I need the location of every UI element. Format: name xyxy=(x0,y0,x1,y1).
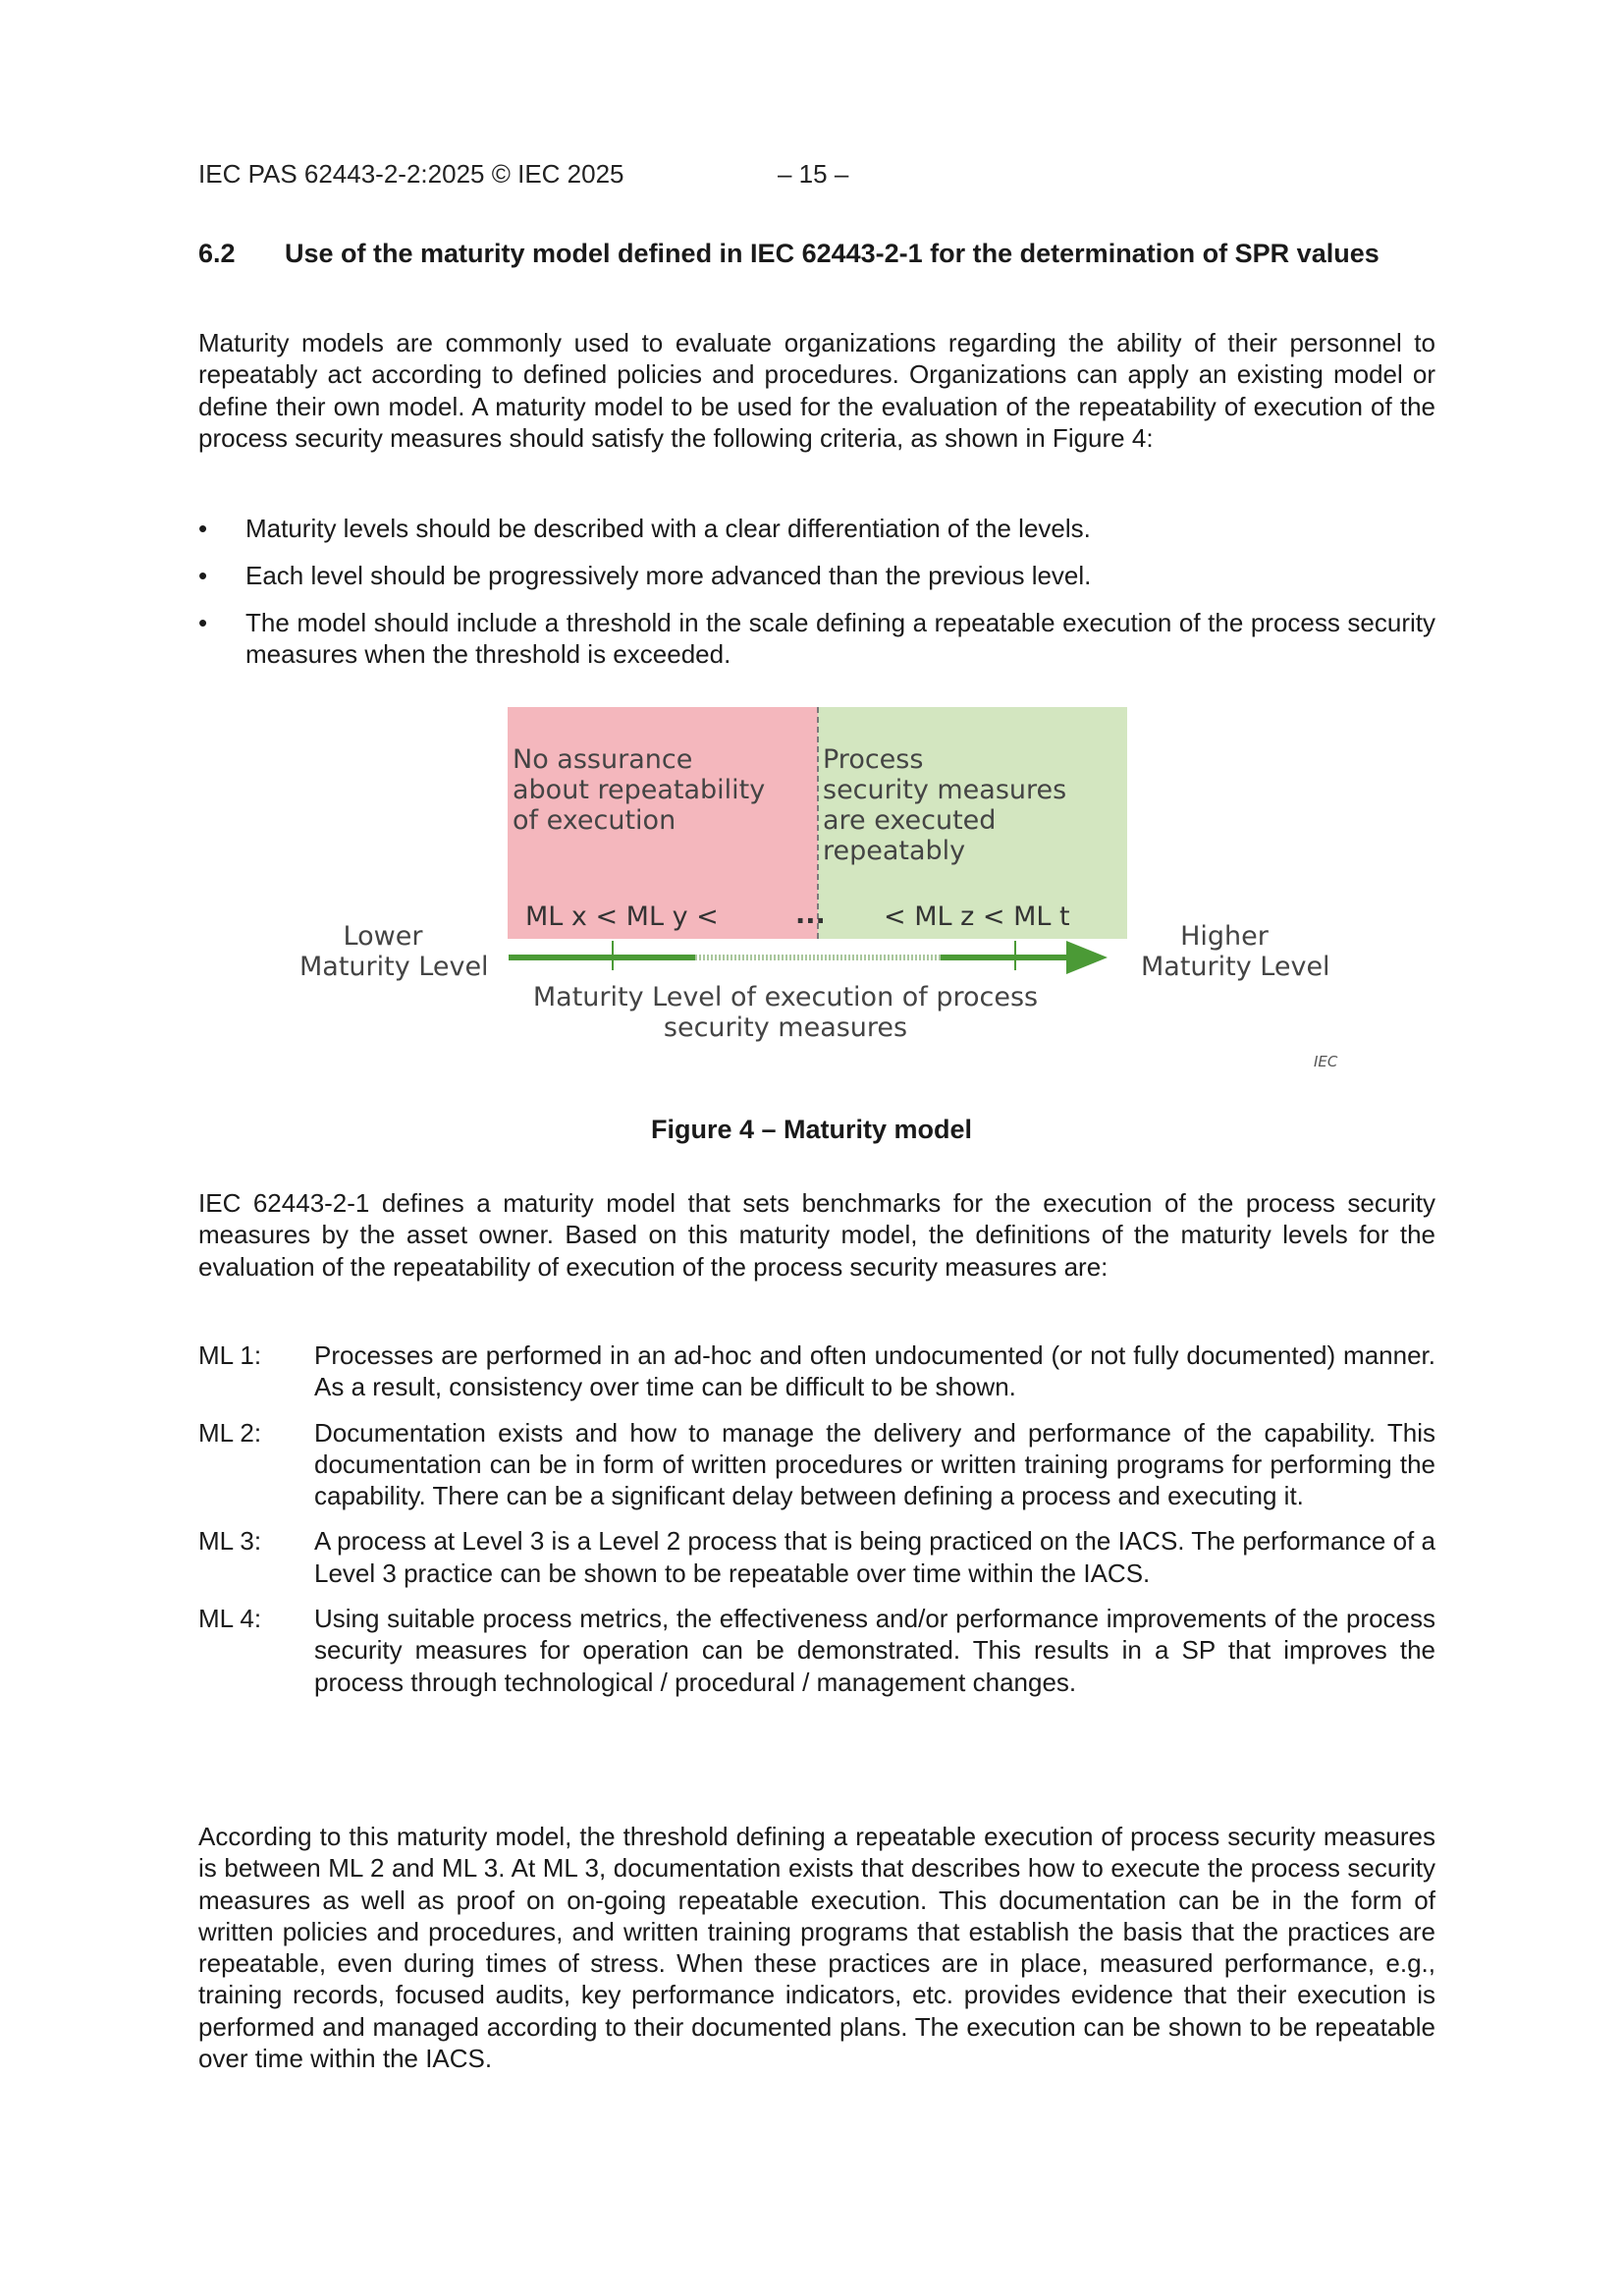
definitions-intro: IEC 62443-2-1 defines a maturity model that sets benchmarks for the execution of the process security measures by the asset owner. Based on this maturity model, the definitions of the maturity levels for the evaluation of the repeatability of execution of the process security measures are: xyxy=(198,1188,1435,1282)
label-line: Lower xyxy=(343,921,423,952)
level-term: ML 1: xyxy=(198,1340,262,1370)
scale-ellipsis: ... xyxy=(795,900,826,930)
bullet-icon: • xyxy=(198,514,208,543)
criterion-text: The model should include a threshold in the scale defining a repeatable execution of the process security measures when the threshold is exceeded. xyxy=(245,608,1435,669)
repeatable-label xyxy=(823,744,1066,866)
label-line: Maturity Level xyxy=(1141,952,1330,982)
list-item xyxy=(198,513,1435,544)
level-term: ML 3: xyxy=(198,1526,262,1557)
level-description: A process at Level 3 is a Level 2 process that is being practiced on the IACS. The performance of a Level 3 practice can be shown to be repeatable over time within the IACS. xyxy=(314,1526,1435,1588)
page-header xyxy=(198,159,849,190)
label-line: are executed xyxy=(823,805,997,836)
intro-paragraph: Maturity models are commonly used to evaluate organizations regarding the ability of their personnel to repeatably act according to defined policies and procedures. Organizations can apply an existing model or define their own model. A maturity model to be used for the evaluation of the repeatability of execution of the process security measures should satisfy the following criteria, as shown in Figure 4: xyxy=(198,328,1435,453)
label-line: Maturity Level of execution of process xyxy=(532,982,1039,1012)
bullet-icon: • xyxy=(198,608,208,637)
list-item xyxy=(198,1339,1435,1403)
label-line: security measures xyxy=(663,1012,908,1043)
arrow-head-icon xyxy=(1066,941,1108,974)
label-line: No assurance xyxy=(513,744,693,775)
criterion-text: Each level should be progressively more advanced than the previous level. xyxy=(245,561,1092,590)
closing-paragraph: According to this maturity model, the threshold defining a repeatable execution of process security measures is between ML 2 and ML 3. At ML 3, documentation exists that describes how to execute the process security measures as well as proof on on-going repeatable execution. This documentation can be in the form of written policies and procedures, and written training programs that establish the basis that the practices are repeatable, even during times of stress. When these practices are in place, measured performance, e.g., training records, focused audits, key performance indicators, etc. provides evidence that their execution is performed and managed according to their documented plans. The execution can be shown to be repeatable over time within the IACS. xyxy=(198,1822,1435,2074)
criterion-text: Maturity levels should be described with a clear differentiation of the levels. xyxy=(245,514,1091,543)
scale-left-levels: ML x < ML y < xyxy=(525,902,719,932)
level-term: ML 4: xyxy=(198,1604,262,1634)
list-item xyxy=(198,1417,1435,1512)
list-item xyxy=(198,1525,1435,1589)
label-line: Higher xyxy=(1180,921,1269,952)
scale-right-levels: < ML z < ML t xyxy=(884,902,1070,932)
axis-tick xyxy=(612,941,614,970)
axis-label xyxy=(530,982,1041,1043)
label-line: of execution xyxy=(513,805,676,836)
list-item xyxy=(198,1603,1435,1698)
level-description: Documentation exists and how to manage the delivery and performance of the capability. This documentation can be in form of written procedures or written training programs for performing the capability. There can be a significant delay between defining a process and executing it. xyxy=(314,1417,1435,1511)
maturity-levels-list xyxy=(198,1339,1435,1712)
label-line: repeatably xyxy=(823,836,966,866)
level-description: Processes are performed in an ad-hoc and often undocumented (or not fully documented) manner. As a result, consistency over time can be difficult to be shown. xyxy=(314,1340,1435,1402)
criteria-list xyxy=(198,513,1435,685)
label-line: Process xyxy=(823,744,924,775)
iec-mark: IEC xyxy=(1314,1053,1338,1070)
document-identifier: IEC PAS 62443-2-2:2025 © IEC 2025 xyxy=(198,159,624,189)
label-line: security measures xyxy=(823,775,1067,805)
figure-caption: Figure 4 – Maturity model xyxy=(650,1115,973,1144)
level-term: ML 2: xyxy=(198,1417,262,1448)
maturity-model-figure xyxy=(285,697,1345,1080)
section-number: 6.2 xyxy=(198,239,236,268)
level-description: Using suitable process metrics, the effectiveness and/or performance improvements of the process security measures for operation can be demonstrated. This results in a SP that improves the process through technological / procedural / management changes. xyxy=(314,1604,1435,1697)
higher-maturity-label xyxy=(1141,921,1330,982)
lower-maturity-label xyxy=(299,921,489,982)
list-item xyxy=(198,607,1435,670)
page-number: – 15 – xyxy=(778,159,849,189)
label-line: about repeatability xyxy=(513,775,766,805)
label-line: Maturity Level xyxy=(299,952,489,982)
bullet-icon: • xyxy=(198,561,208,590)
maturity-axis-gap xyxy=(695,955,941,960)
axis-tick xyxy=(1014,941,1016,970)
list-item xyxy=(198,560,1435,591)
section-title: Use of the maturity model defined in IEC 62443-2-1 for the determination of SPR values xyxy=(285,239,1380,268)
no-assurance-label xyxy=(513,744,765,836)
